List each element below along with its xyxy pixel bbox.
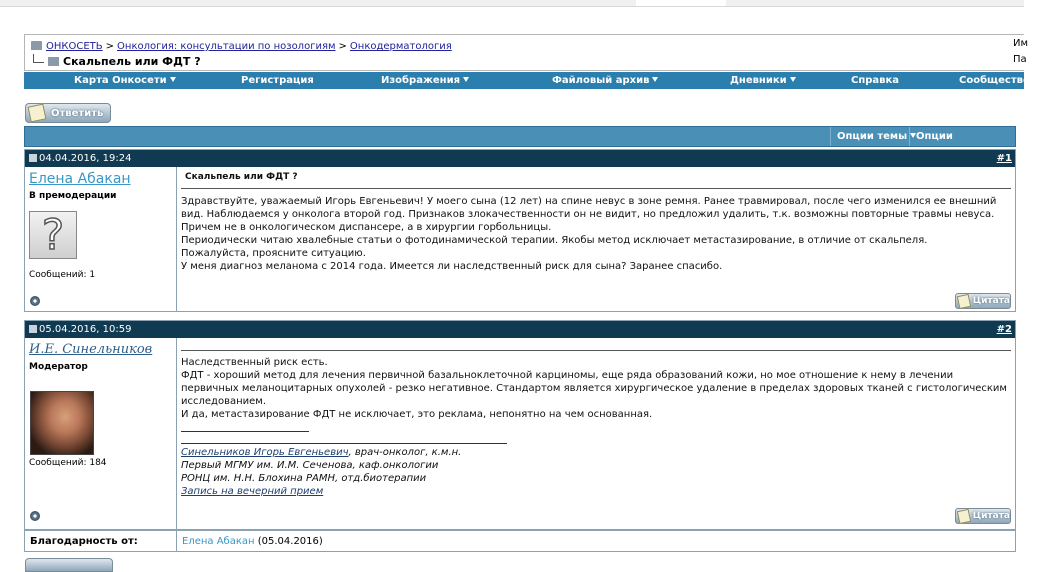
quote-icon (957, 508, 971, 523)
post-divider (181, 188, 1011, 189)
nav-label: Дневники (730, 75, 787, 86)
nav-label: Регистрация (241, 75, 314, 86)
user-card (25, 338, 177, 529)
reply-icon (28, 104, 47, 123)
browser-top-strip (0, 0, 1024, 7)
chevron-down-icon (790, 77, 796, 82)
signature-line-2: Первый МГМУ им. И.М. Сеченова, каф.онкологии (181, 460, 439, 471)
avatar (29, 211, 77, 259)
user-card (25, 167, 177, 311)
quote-button[interactable] (955, 508, 1011, 524)
login-password-label: Па (1013, 54, 1027, 65)
breadcrumb-separator: > (105, 41, 115, 52)
avatar (30, 391, 94, 455)
thanks-user-link[interactable]: Елена Абакан (182, 536, 255, 547)
quote-button[interactable] (955, 293, 1011, 309)
reply-button-label: Ответить (51, 107, 104, 119)
nav-item-community[interactable] (959, 75, 1039, 86)
post-1 (24, 149, 1016, 312)
thanks-date: (05.04.2016) (254, 536, 323, 547)
thread-icon (48, 57, 59, 66)
thanks-value (182, 536, 323, 547)
home-icon (31, 41, 42, 50)
thanks-row (24, 530, 1016, 552)
user-post-count: Сообщений: 1 (29, 270, 96, 280)
view-options-menu[interactable] (909, 127, 1015, 146)
main-navbar (24, 72, 1030, 89)
post-number-link[interactable]: #2 (996, 324, 1012, 335)
user-title: Модератор (29, 362, 88, 372)
signature-name-link[interactable]: Синельников Игорь Евгеньевич (181, 447, 349, 458)
page-title-row (33, 54, 201, 68)
nav-item-images[interactable] (381, 75, 469, 86)
chevron-down-icon (652, 77, 658, 82)
post-text: Здравствуйте, уважаемый Игорь Евгеньевич! У моего сына (12 лет) на спине невус в зоне ремня. Ранее травмировал, после чего изменился ее внешний вид. Наблюдаемся у онколога второй год. Признаков злокачественности он не видит, но предложил удалить, т.к. возможны повторные травмы невуса. Причем не в онкологическом диспансере, а в хирургии горбольницы. Периодически читаю хвалебные статьи о фотодинамической терапии. Якобы метод исключает метастазирование, в отличие от скальпеля. Пожалуйста, проясните ситуацию. У меня диагноз меланома с 2014 года. Имеется ли наследственный риск для сына? Заранее спасибо. (181, 196, 997, 272)
user-post-count: Сообщений: 184 (29, 458, 107, 468)
post-2 (24, 320, 1016, 530)
thread-tools-bar (24, 126, 1016, 147)
breadcrumb (31, 41, 452, 52)
breadcrumb-subsection[interactable]: Онкодерматология (349, 41, 452, 52)
post-divider (181, 350, 1011, 351)
post-body (177, 338, 1015, 529)
thread-header (24, 34, 1014, 71)
nav-item-files[interactable] (552, 75, 658, 86)
nav-item-register[interactable] (241, 75, 314, 86)
signature-name-rest: , врач-онколог, к.м.н. (348, 447, 462, 458)
signature-appointment-link[interactable]: Запись на вечерний прием (181, 486, 324, 497)
post-date-text: 05.04.2016, 10:59 (39, 324, 132, 335)
user-name[interactable]: Елена Абакан (29, 171, 131, 187)
quote-icon (957, 293, 971, 308)
nav-item-diaries[interactable] (730, 75, 796, 86)
topic-options-label: Опции темы (837, 131, 908, 142)
post-icon (29, 325, 37, 333)
view-options-label: Опции (916, 131, 953, 142)
user-offline-icon (30, 511, 40, 521)
signature-line-3: РОНЦ им. Н.Н. Блохина РАМН, отд.биотерапии (181, 473, 427, 484)
quote-button-label: Цитата (972, 295, 1010, 306)
nav-item-help[interactable] (851, 75, 899, 86)
thanks-label: Благодарность от: (30, 536, 138, 547)
nav-label: Сообщество (959, 75, 1030, 86)
signature-line-1 (181, 446, 461, 459)
post-number (997, 153, 1012, 164)
chevron-down-icon (170, 77, 176, 82)
post-number-link[interactable]: #1 (996, 153, 1012, 164)
user-name[interactable]: И.Е. Синельников (29, 342, 153, 357)
post-title: Скальпель или ФДТ ? (185, 172, 298, 182)
user-offline-icon (30, 296, 40, 306)
post-date (29, 153, 131, 164)
post-text: Наследственный риск есть. ФДТ - хороший метод для лечения первичной базальноклеточной карциномы, еще ряда образований кожи, но мое отношение к нему в лечении первичных меланоцитарных опухолей - резко негативное. Стандартом является хирургическое удаление в пределах здоровых тканей с гистологическим исследованием. И да, метастазирование ФДТ не исключает, это реклама, непонятно на чем основанная. (181, 357, 1007, 420)
nav-label: Карта Онкосети (74, 75, 167, 86)
signature (181, 446, 461, 498)
page-title: Скальпель или ФДТ ? (63, 55, 201, 68)
chevron-down-icon (463, 77, 469, 82)
question-mark-icon: ? (41, 210, 65, 259)
quote-button-label: Цитата (972, 510, 1010, 521)
tree-arrow-icon (33, 54, 44, 63)
breadcrumb-home[interactable]: ОНКОСЕТЬ (46, 41, 103, 52)
post-date (29, 324, 131, 335)
thanks-divider (176, 531, 177, 551)
login-panel-edge (1012, 34, 1029, 71)
post-body (177, 167, 1015, 311)
post-icon (29, 154, 37, 162)
post-date-text: 04.04.2016, 19:24 (39, 153, 132, 164)
signature-divider (181, 431, 309, 432)
post-header (25, 150, 1015, 167)
nav-label: Справка (851, 75, 900, 86)
post-header (25, 321, 1015, 338)
post-number (997, 324, 1012, 335)
breadcrumb-section[interactable]: Онкология: консультации по нозологиям (117, 41, 336, 52)
reply-button-bottom[interactable] (25, 558, 113, 572)
nav-label: Изображения (381, 75, 461, 86)
nav-label: Файловый архив (552, 75, 650, 86)
reply-button[interactable] (25, 103, 111, 123)
nav-item-map[interactable] (74, 75, 176, 86)
breadcrumb-separator: > (338, 41, 347, 52)
chevron-down-icon (1033, 77, 1039, 82)
user-title: В премодерации (29, 191, 117, 201)
login-username-label: Им (1013, 38, 1029, 49)
signature-divider (181, 443, 507, 444)
